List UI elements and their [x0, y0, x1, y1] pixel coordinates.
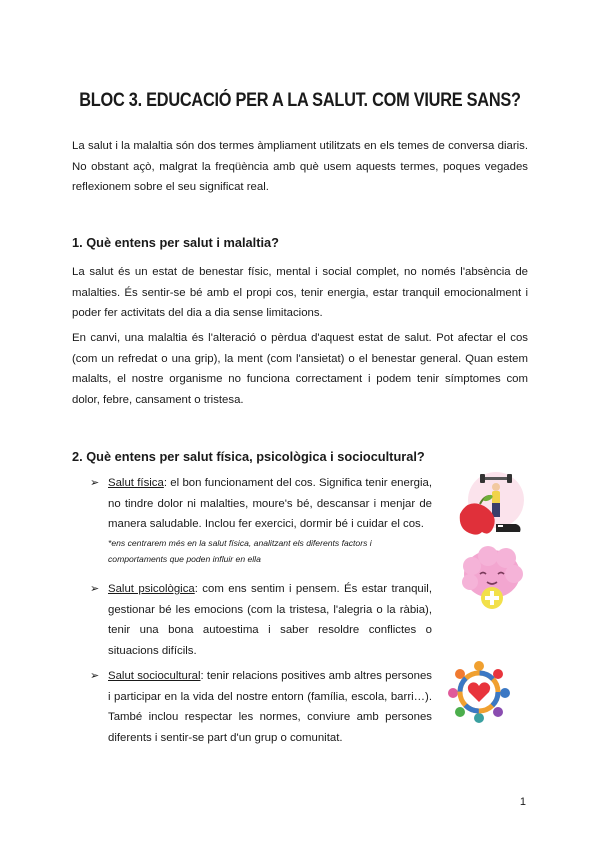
community-illustration-icon [444, 658, 514, 724]
list-item-text [108, 579, 432, 661]
section1-paragraph-1: La salut és un estat de benestar físic, mental i social complet, no només l'absència de malalties. És sentir-se bé amb el propi cos, tenir energia, estar tranquil emocionalment i poder fer activitats del dia a dia sense limitacions. [72, 266, 528, 319]
list-item-text [108, 473, 432, 567]
section2-heading: 2. Què entens per salut física, psicològica i sociocultural? [72, 449, 425, 464]
section1-paragraph-2: En canvi, una malaltia és l'alteració o pèrdua d'aquest estat de salut. Pot afectar el cos (com un refredat o una grip), la ment (com l'ansietat) o el benestar general. Quan estem malalts, el nostre organisme no funciona correctament i podem tenir símptomes com dolor, febre, cansament o tristesa. [72, 332, 528, 406]
page-title: BLOC 3. EDUCACIÓ PER A LA SALUT. COM VIURE SANS? [79, 90, 521, 111]
arrow-bullet-icon: ➢ [90, 477, 100, 489]
arrow-bullet-icon: ➢ [90, 670, 100, 682]
fitness-illustration-icon [450, 470, 524, 538]
definition-sociocultural-health: : tenir relacions positives amb altres persones i participar en la vida del nostre entorn (família, escola, barri…). També inclou respectar les normes, conviure amb persones diferents i sentir-se part d'un grup o comunitat. [108, 670, 432, 744]
section1-heading: 1. Què entens per salut i malaltia? [72, 235, 279, 250]
footnote-physical-health: *ens centrarem més en la salut física, analitzant els diferents factors i comportaments que poden influir en ella [108, 537, 372, 564]
intro-paragraph: La salut i la malaltia són dos termes àmpliament utilitzats en els temes de conversa diaris. No obstant açò, malgrat la freqüència amb què usem aquests termes, poques vegades reflexionem sobre el seu significat real. [72, 140, 528, 193]
page-number: 1 [519, 796, 526, 808]
term-psychological-health: Salut psicològica [108, 583, 195, 595]
definition-psychological-health: : com ens sentim i pensem. És estar tranquil, gestionar bé les emocions (com la tristesa, l'alegria o la ràbia), tenir una bona autoestima i saber resoldre conflictes o situacions difícils. [108, 583, 432, 657]
brain-illustration-icon [458, 546, 526, 612]
arrow-bullet-icon: ➢ [90, 583, 100, 595]
definition-physical-health: : el bon funcionament del cos. Significa tenir energia, no tindre dolor ni malalties, moure's bé, descansar i menjar de manera saludable. Inclou fer exercici, dormir bé i cuidar el cos. [108, 477, 432, 530]
list-item-text [108, 666, 432, 748]
term-sociocultural-health: Salut sociocultural [108, 670, 201, 682]
term-physical-health: Salut física [108, 477, 164, 489]
